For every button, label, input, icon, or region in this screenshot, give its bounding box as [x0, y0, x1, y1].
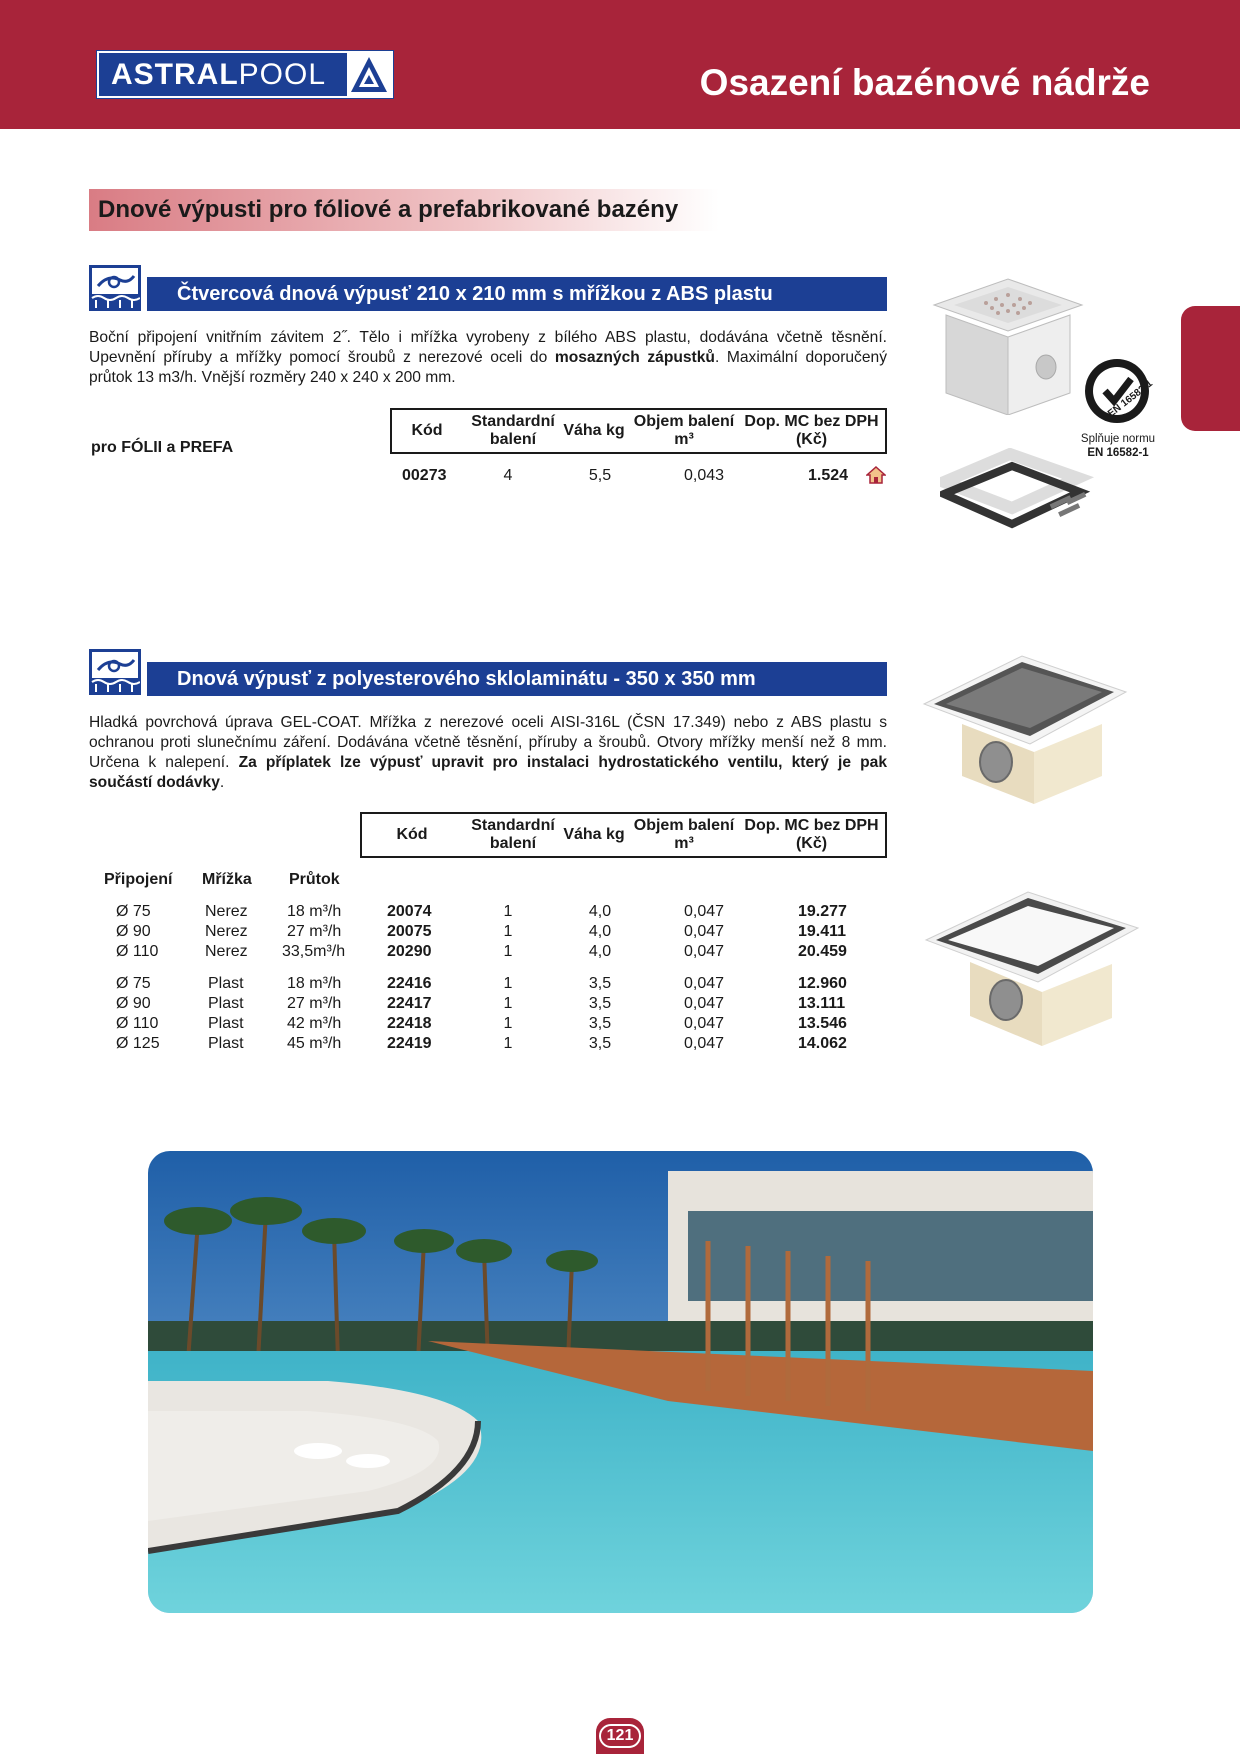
row-code: 22418: [387, 1015, 432, 1032]
page-number: [596, 1718, 644, 1754]
col-code: Kód: [396, 826, 428, 843]
row-weight: 4,0: [588, 943, 612, 960]
col-code: Kód: [411, 422, 443, 439]
row-connection: Ø 110: [116, 1015, 159, 1032]
row-flow: 33,5m³/h: [282, 943, 346, 960]
row-grille: Nerez: [205, 943, 248, 960]
row-flow: 18 m³/h: [287, 903, 342, 920]
table-header: [360, 812, 887, 858]
drain-210-image: [926, 275, 1086, 415]
row-pack: 1: [503, 923, 513, 940]
row-weight: 3,5: [588, 1015, 612, 1032]
row-connection: Ø 75: [116, 903, 151, 920]
row-flow: 27 m³/h: [287, 923, 342, 940]
row-weight: 3,5: [588, 995, 612, 1012]
row-weight: 3,5: [588, 1035, 612, 1052]
col-flow: Průtok: [289, 871, 340, 888]
row-pack: 1: [503, 943, 513, 960]
section-title: Dnové výpusti pro fóliové a prefabrikované bazény: [89, 189, 719, 231]
pool-category-icon: [89, 649, 141, 695]
row-price: 13.111: [798, 995, 846, 1012]
row-connection: Ø 125: [116, 1035, 160, 1052]
row-pack: 1: [503, 1035, 513, 1052]
page-number-label: 121: [599, 1724, 642, 1748]
row-volume: 0,047: [683, 903, 725, 920]
row-code: 22419: [387, 1035, 432, 1052]
col-volume: Objem balení m³: [633, 817, 735, 852]
row-grille: Plast: [208, 1015, 244, 1032]
row-grille: Nerez: [205, 903, 248, 920]
row-code: 20290: [387, 943, 432, 960]
usage-label: pro FÓLII a PREFA: [91, 439, 234, 456]
row-connection: Ø 90: [116, 995, 151, 1012]
row-volume: 0,047: [683, 923, 725, 940]
pool-resort-photo: [148, 1151, 1093, 1613]
row-grille: Nerez: [205, 923, 248, 940]
row-pack: 1: [503, 995, 513, 1012]
house-icon: [866, 466, 886, 484]
row-connection: Ø 75: [116, 975, 151, 992]
row-volume: 0,047: [683, 975, 725, 992]
row-weight: 4,0: [588, 903, 612, 920]
page-header: [0, 0, 1240, 129]
col-price: Dop. MC bez DPH (Kč): [744, 817, 879, 852]
col-connection: Připojení: [104, 871, 173, 888]
row-connection: Ø 90: [116, 923, 151, 940]
row-code: 00273: [402, 467, 447, 484]
row-flow: 18 m³/h: [287, 975, 342, 992]
flange-gasket-image: [940, 448, 1100, 532]
row-pack: 1: [503, 903, 513, 920]
col-price: Dop. MC bez DPH (Kč): [744, 413, 879, 448]
row-weight: 4,0: [588, 923, 612, 940]
row-pack: 1: [503, 1015, 513, 1032]
row-flow: 27 m³/h: [287, 995, 342, 1012]
product-description: Boční připojení vnitřním závitem 2˝. Tělo i mřížka vyrobeny z bílého ABS plastu, dodávána včetně těsnění. Upevnění příruby a mřížky pomocí šroubů z nerezové oceli do mosazných zápustků. Maximální doporučený průtok 13 m3/h. Vnější rozměry 240 x 240 x 200 mm.: [89, 329, 887, 386]
row-flow: 45 m³/h: [287, 1035, 342, 1052]
row-flow: 42 m³/h: [287, 1015, 342, 1032]
col-weight: Váha kg: [563, 826, 625, 843]
page-title: Osazení bazénové nádrže: [699, 62, 1150, 103]
product-title-bar: Čtvercová dnová výpusť 210 x 210 mm s mřížkou z ABS plastu: [147, 277, 887, 311]
product-title-bar: Dnová výpusť z polyesterového sklolaminátu - 350 x 350 mm: [147, 662, 887, 696]
row-price: 20.459: [798, 943, 847, 960]
logo-triangle-icon: [347, 53, 391, 96]
row-connection: Ø 110: [116, 943, 159, 960]
col-weight: Váha kg: [563, 422, 625, 439]
col-volume: Objem balení m³: [633, 413, 735, 448]
norm-label-line2: EN 16582-1: [1087, 447, 1149, 459]
row-price: 12.960: [798, 975, 847, 992]
astralpool-logo: [97, 51, 393, 98]
row-volume: 0,043: [683, 467, 725, 484]
row-pack: 1: [503, 975, 513, 992]
col-std-pack: Standardní balení: [471, 413, 555, 448]
row-code: 22417: [387, 995, 432, 1012]
row-volume: 0,047: [683, 943, 725, 960]
logo-wordmark: ASTRALPOOL: [111, 57, 327, 91]
row-price: 19.277: [798, 903, 847, 920]
drain-350-steel-image: [922, 652, 1128, 804]
row-volume: 0,047: [683, 995, 725, 1012]
row-code: 20075: [387, 923, 432, 940]
pool-category-icon: [89, 265, 141, 311]
table-header: [390, 408, 887, 454]
row-pack: 4: [503, 467, 513, 484]
row-price: 1.524: [808, 467, 849, 484]
row-grille: Plast: [208, 995, 244, 1012]
cert-badge-text: EN 16582-1: [1106, 378, 1155, 420]
row-code: 20074: [387, 903, 432, 920]
row-grille: Plast: [208, 975, 244, 992]
drain-350-plastic-image: [924, 888, 1140, 1046]
col-std-pack: Standardní balení: [471, 817, 555, 852]
product-description: Hladká povrchová úprava GEL-COAT. Mřížka z nerezové oceli AISI-316L (ČSN 17.349) nebo z ABS plastu s ochranou proti slunečnímu záření. Dodávána včetně těsnění, příruby a šroubů. Otvory mřížky menší než 8 mm. Určena k nalepení. Za příplatek lze výpusť upravit pro instalaci hydrostatického ventilu, který je pak součástí dodávky.: [89, 714, 887, 791]
chapter-tab: [1181, 306, 1240, 431]
row-price: 19.411: [798, 923, 847, 940]
row-grille: Plast: [208, 1035, 244, 1052]
row-weight: 5,5: [588, 467, 612, 484]
row-price: 14.062: [798, 1035, 847, 1052]
norm-label-line1: Splňuje normu: [1080, 433, 1156, 445]
row-weight: 3,5: [588, 975, 612, 992]
row-volume: 0,047: [683, 1035, 725, 1052]
col-grille: Mřížka: [202, 871, 252, 888]
row-volume: 0,047: [683, 1015, 725, 1032]
row-code: 22416: [387, 975, 432, 992]
row-price: 13.546: [798, 1015, 847, 1032]
